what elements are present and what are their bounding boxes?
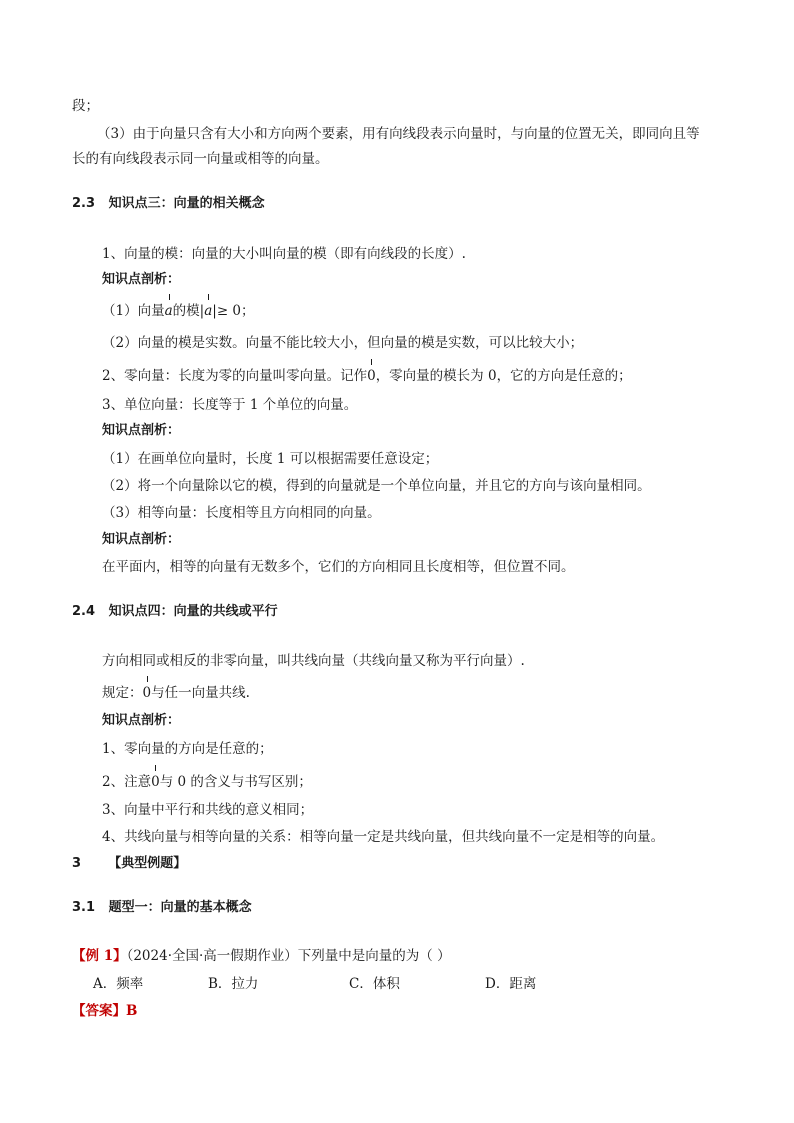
section-title: 题型一：向量的基本概念: [108, 900, 252, 915]
text-line: 1、向量的模：向量的大小叫向量的模（即有向线段的长度）.: [102, 246, 466, 262]
zero-vector-symbol: 0: [151, 774, 160, 790]
answer-tag: 【答案】: [72, 1003, 126, 1019]
section-title: 知识点三：向量的相关概念: [108, 196, 265, 211]
vector-a-symbol: a: [204, 303, 213, 319]
analysis-label: 知识点剖析：: [102, 532, 181, 547]
zero-vector-symbol: 0: [367, 368, 376, 384]
section-heading-3-1: [72, 898, 252, 918]
zero-vector-symbol: 0: [142, 685, 152, 701]
example-tag: 【例 1】: [72, 948, 127, 964]
text-line: 2、注意0与 0 的含义与书写区别；: [102, 774, 312, 790]
text-line: （1）在画单位向量时，长度 1 可以根据需要任意设定；: [102, 451, 439, 467]
answer-value: B: [126, 1003, 138, 1019]
text-line: 在平面内，相等的向量有无数多个，它们的方向相同且长度相等，但位置不同。: [102, 559, 575, 575]
text-line: 1、零向量的方向是任意的；: [102, 741, 273, 757]
example-text: （2024·全国·高一假期作业）下列量中是向量的为（ ）: [126, 948, 451, 964]
section-number: 2.3: [72, 196, 96, 211]
example-question: [72, 946, 451, 966]
text-line: 方向相同或相反的非零向量，叫共线向量（共线向量又称为平行向量）.: [102, 653, 525, 669]
text-line: 段；: [72, 98, 99, 114]
section-number: 3: [72, 856, 82, 871]
section-title: 知识点四：向量的共线或平行: [108, 604, 278, 619]
section-number: 2.4: [72, 604, 96, 619]
answer-line: [72, 1001, 137, 1021]
vector-a-symbol: a: [164, 303, 173, 319]
section-heading-2-3: [72, 194, 265, 214]
text-line: 长的有向线段表示同一向量或相等的向量。: [72, 151, 329, 167]
option-d: D．距离: [485, 976, 537, 992]
analysis-label: 知识点剖析：: [102, 713, 181, 728]
analysis-label: 知识点剖析：: [102, 272, 181, 287]
text-line: 规定：0与任一向量共线.: [102, 685, 250, 701]
section-number: 3.1: [72, 900, 96, 915]
options-row: [93, 974, 593, 994]
text-line: （3）相等向量：长度相等且方向相同的向量。: [102, 505, 381, 521]
section-heading-3: [72, 854, 186, 874]
text-line: （2）向量的模是实数。向量不能比较大小，但向量的模是实数，可以比较大小；: [102, 335, 584, 351]
analysis-label: 知识点剖析：: [102, 423, 181, 438]
text-line: 3、单位向量：长度等于 1 个单位的向量。: [102, 397, 358, 413]
text-line: （1）向量a的模|a|≥ 0；: [102, 303, 255, 319]
option-c: C．体积: [349, 976, 400, 992]
section-heading-2-4: [72, 602, 278, 622]
option-a: A．频率: [93, 976, 144, 992]
text-line: （3）由于向量只含有大小和方向两个要素，用有向线段表示向量时，与向量的位置无关，即同向且等: [97, 126, 700, 142]
section-title: 【典型例题】: [108, 856, 187, 871]
text-line: （2）将一个向量除以它的模，得到的向量就是一个单位向量，并且它的方向与该向量相同。: [102, 478, 651, 494]
text-line: 2、零向量：长度为零的向量叫零向量。记作0，零向量的模长为 0，它的方向是任意的；: [102, 368, 632, 384]
text-line: 3、向量中平行和共线的意义相同；: [102, 802, 314, 818]
option-b: B．拉力: [208, 976, 259, 992]
text-line: 4、共线向量与相等向量的关系：相等向量一定是共线向量，但共线向量不一定是相等的向量。: [102, 829, 665, 845]
